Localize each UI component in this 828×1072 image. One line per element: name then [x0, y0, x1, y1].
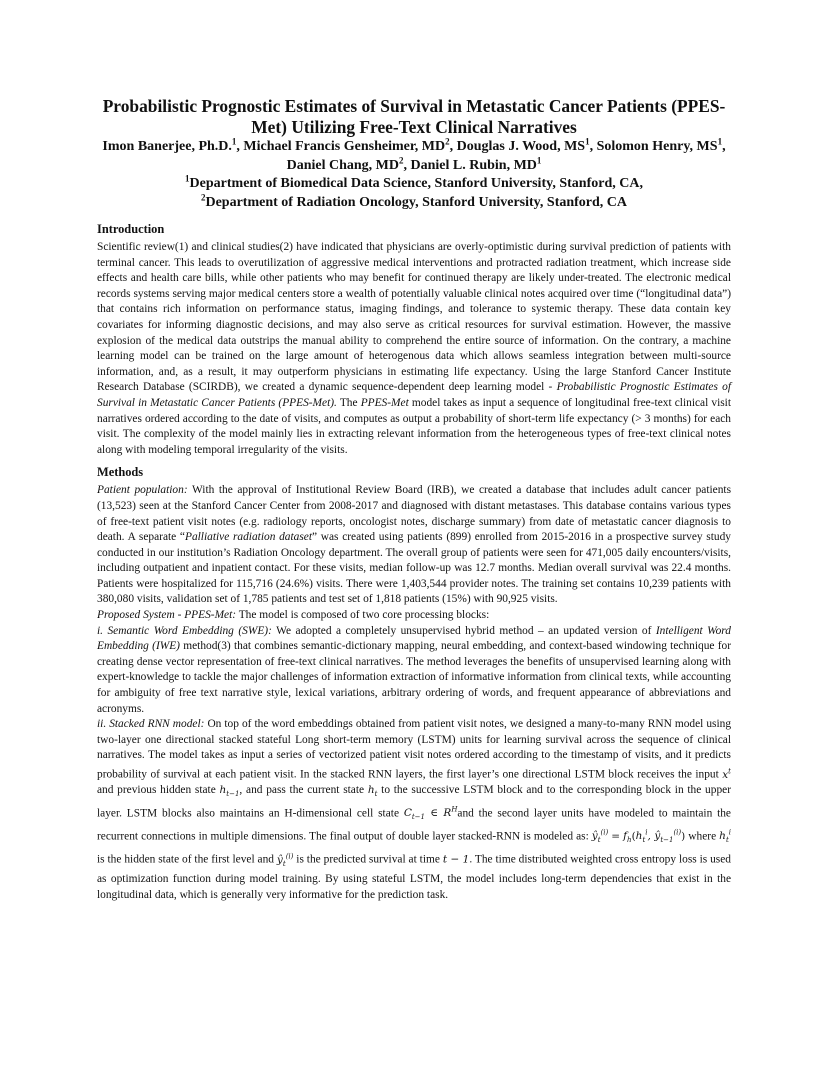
section-heading-introduction: Introduction — [97, 222, 165, 236]
intro-paragraph: Scientific review(1) and clinical studies(2) have indicated that physicians are overly-optimistic during survival prediction of patients with terminal cancer. This leads to overutilization of aggressive medical interventions and protracted radiation treatment, which increase side effects and health care bills, while other patients who may benefit for continued therapy are likely under-treated. The electronic medical records systems serving major medical centers store a wealth of potentially valuable clinical notes acquired over time (“longitudinal data”) that contains rich information on performance status, imaging findings, and tolerance to systemic therapy. These data contain key covariates for informing diagnostic decisions, and may also serve as critical resources for survival estimation. However, the massive explosion of the medical data outstrips the manual ability to comprehend the entire source of information. On the contrary, a machine learning model can be trained on the large amount of heterogenous data which allows seamless integration between multi-source information, and, as a result, it may outperform physicians in estimating life expectancy. Using the large Stanford Cancer Institute Research Database (SCIRDB), we created a dynamic sequence-dependent deep learning model - Probabilistic Prognostic Estimates of Survival in Metastatic Cancer Patients (PPES-Met). The PPES-Met model takes as input a sequence of longitudinal free-text clinical visit narratives ordered according to the date of visits, and computes as output a probability of short-term life expectancy (> 3 months) for each visit. The complexity of the model mainly lies in extracting relevant information from the heterogeneous types of free-text clinical notes along with modeling temporal irregularity of the visits. — [97, 241, 732, 456]
affiliation: $^2$Department of Radiation Oncology, Stanford University, Stanford, CA — [200, 191, 628, 210]
author: Daniel Chang, MD — [286, 157, 399, 173]
author: Douglas J. Wood, MS — [456, 139, 586, 154]
author: Daniel L. Rubin, MD — [410, 157, 537, 173]
author: Imon Banerjee, Ph.D. — [102, 139, 232, 154]
proposed-system-paragraph: Proposed System - PPES-Met: The model is composed of two core processing blocks: — [97, 609, 490, 622]
swe-paragraph: i. Semantic Word Embedding (SWE): We adopted a completely unsupervised hybrid method – an updated version of Intelligent Word Embedding (IWE) method(3) that combines semantic-dictionary mapping, neural embedding, and context-based windowing technique for creating dense vector representation of free-text clinical narratives. The method leverages the benefits of unsupervised learning along with expert-knowledge to tackle the major challenges of information extraction of informative information from clinical texts, while accounting for ambiguity of free text narrative style, lexical variations, arbitrary ordering of words, and frequent appearance of abbreviations and acronyms. — [97, 624, 731, 715]
section-heading-methods: Methods — [97, 465, 144, 480]
patient-population-paragraph: Patient population: With the approval of Institutional Review Board (IRB), we created a database that includes adult cancer patients (13,523) seen at the Stanford Cancer Center from 2008-2017 and diagnosed with distant metastases. This database contains various types of free-text patient visit notes (e.g. radiology reports, oncologist notes, discharge summary) from date of metastatic cancer diagnosis to death. A separate “Palliative radiation dataset” was created using patients (899) enrolled from 2015-2016 in a prospective survey study conducted in our institution’s Radiation Oncology department. The overall group of patients were seen for 471,005 daily encounters/visits, including outpatient and inpatient contact. For these visits, median follow-up was 12.7 months. Median overall survival was 22.4 months. Patients were hospitalized for 115,716 (24.6%) visits. There were 1,403,544 provider notes. The training set contains 10,239 patients with 380,080 visits, validation set of 1,785 patients and test set of 1,818 patients (15%) with 90,925 visits. — [97, 484, 732, 606]
author: Michael Francis Gensheimer, MD — [243, 139, 446, 154]
paper-page — [97, 96, 731, 904]
author: Solomon Henry, MS — [596, 139, 718, 154]
paper-title: Probabilistic Prognostic Estimates of Survival in Metastatic Cancer Patients (PPES-Met) Utilizing Free-Text Clinical Narratives — [102, 96, 726, 137]
affiliation: $^1$Department of Biomedical Data Science, Stanford University, Stanford, CA, — [185, 173, 643, 191]
author-list: Imon Banerjee, Ph.D.$^1$, Michael Francis Gensheimer, $MD^2$, Douglas J. Wood, $MS^1$, Solomon Henry, $MS^1$, Daniel Chang, $MD^2$, Daniel L. Rubin, $MD^1$ — [102, 136, 726, 173]
stacked-rnn-paragraph: ii. Stacked RNN model: On top of the word embeddings obtained from patient visit notes, we designed a many-to-many RNN model using two-layer one directional stacked stateful Long short-term memory (LSTM) units for learning survival across the sequence of clinical narratives. The model takes as input a series of vectorized patient visit notes ordered according to the timestamp of visits, and it predicts probability of survival at each patient visit. In the stacked RNN layers, the first layer’s one directional LSTM block receives the input $x^t$ and previous hidden state $h_{t-1}$, and pass the current state $h_t$ to the successive LSTM block and to the corresponding block in the upper layer. LSTM blocks also maintains an H-dimensional cell state $C_{t-1}$ ∈ $R^Hand$ the second layer units have modeled to maintain the recurrent connections in multiple dimensions. The final output of double layer stacked-RNN is modeled as: $ŷ_t^{(i)} = f_h(h_t^i$, $ŷ_{t-1}^{(i)}$) where $h_t^i$ is the hidden state of the first level and $ŷ_t^{(i)}$ is the predicted survival at time t − 1. The time distributed weighted cross entropy loss is used as optimization function during model training. By using stateful LSTM, the model includes long-term dependencies that exist in the longitudinal data, which is generally very informative for the prediction task. — [97, 718, 732, 901]
